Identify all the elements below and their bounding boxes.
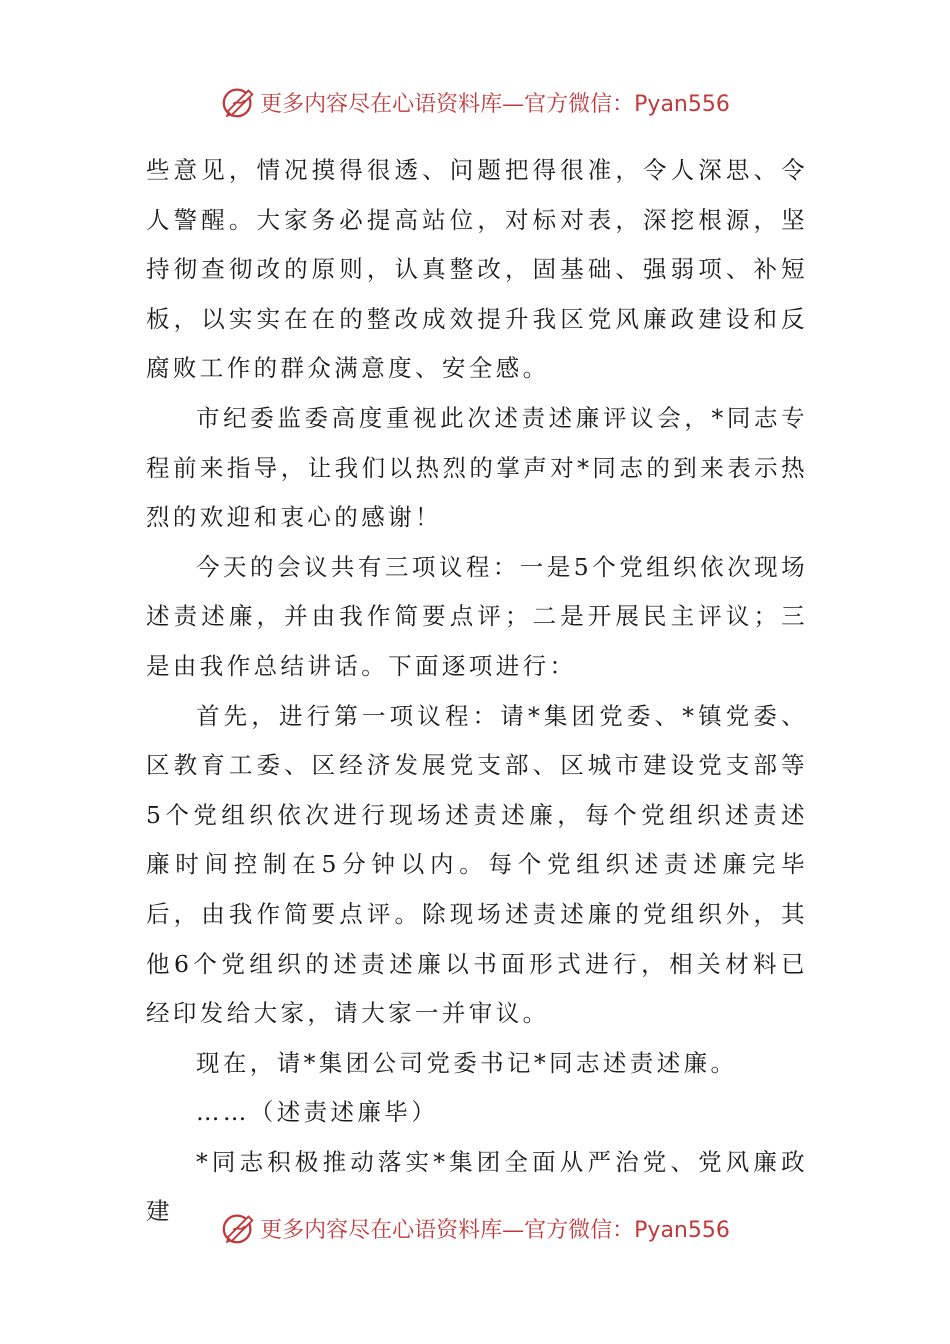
paragraph: 市纪委监委高度重视此次述责述廉评议会，*同志专程前来指导，让我们以热烈的掌声对*同志的到来表示热烈的欢迎和衷心的感谢！ [146,403,808,532]
watermark-text: 更多内容尽在心语资料库—官方微信：Pyan556 [260,1217,730,1243]
paragraph: *同志积极推动落实*集团全面从严治党、党风廉政建 [146,1147,808,1226]
paragraph: 首先，进行第一项议程：请*集团党委、*镇党委、区教育工委、区经济发展党支部、区城市建设党支部等5个党组织依次进行现场述责述廉，每个党组织述责述廉时间控制在5分钟以内。每个党组织述责述廉完毕后，由我作简要点评。除现场述责述廉的党组织外，其他6个党组织的述责述廉以书面形式进行，相关材料已经印发给大家，请大家一并审议。 [146,701,808,1028]
pen-logo-icon [220,1209,258,1247]
paragraph: 现在，请*集团公司党委书记*同志述责述廉。 [196,1048,738,1077]
document-body [146,146,808,1237]
pen-logo-icon [220,83,258,121]
paragraph: ……（述责述廉毕） [196,1098,439,1127]
footer-watermark [0,1208,950,1248]
watermark-text: 更多内容尽在心语资料库—官方微信：Pyan556 [260,91,730,117]
paragraph: 今天的会议共有三项议程：一是5个党组织依次现场述责述廉，并由我作简要点评；二是开展民主评议；三是由我作总结讲话。下面逐项进行： [146,552,808,680]
header-watermark [0,82,950,122]
paragraph: 些意见，情况摸得很透、问题把得很准，令人深思、令人警醒。大家务必提高站位，对标对表，深挖根源，坚持彻查彻改的原则，认真整改，固基础、强弱项、补短板，以实实在在的整改成效提升我区党风廉政建设和反腐败工作的群众满意度、安全感。 [146,156,808,383]
